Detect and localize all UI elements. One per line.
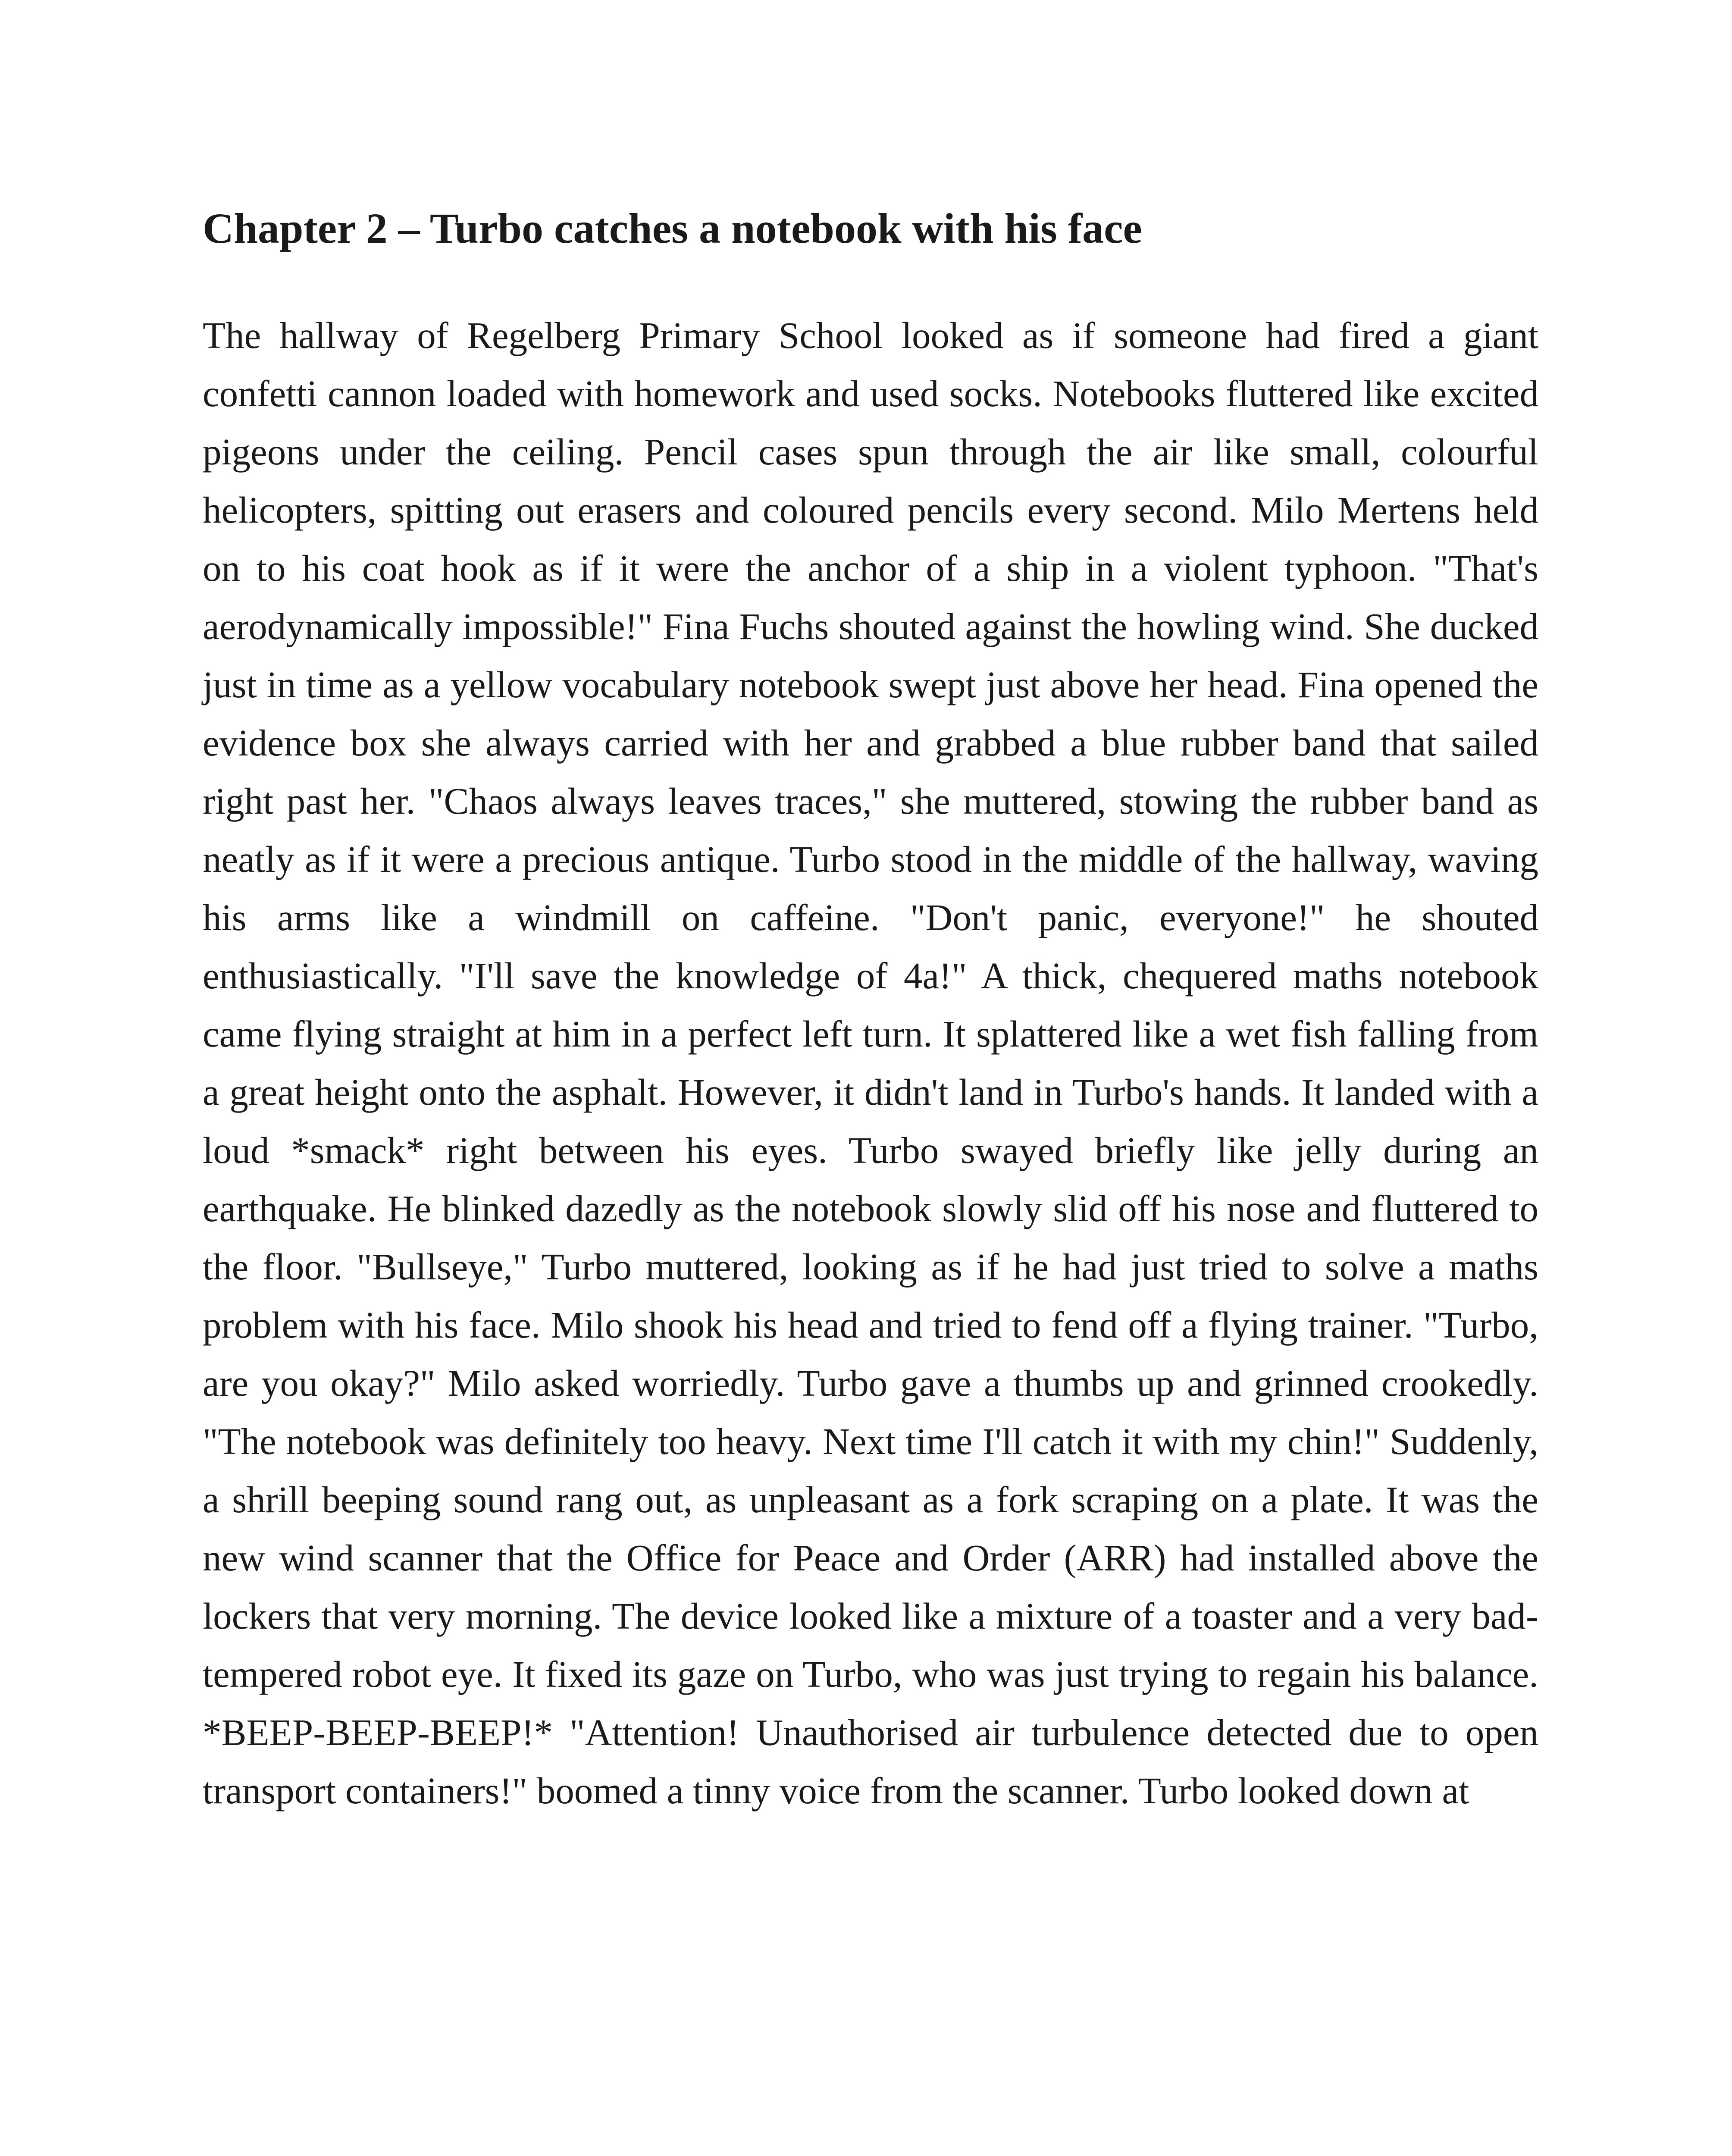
chapter-title: Chapter 2 – Turbo catches a notebook with his face (203, 204, 1142, 252)
page-content (203, 203, 1538, 1820)
body-paragraph: The hallway of Regelberg Primary School looked as if someone had fired a giant confetti cannon loaded with homework and used socks. Notebooks fluttered like excited pigeons under the ceiling. Pencil cases spun through the air like small, colourful helicopters, spitting out erasers and coloured pencils every second. Milo Mertens held on to his coat hook as if it were the anchor of a ship in a violent typhoon. "That's aerodynamically impossible!" Fina Fuchs shouted against the howling wind. She ducked just in time as a yellow vocabulary notebook swept just above her head. Fina opened the evidence box she always carried with her and grabbed a blue rubber band that sailed right past her. "Chaos always leaves traces," she muttered, stowing the rubber band as neatly as if it were a precious antique. Turbo stood in the middle of the hallway, waving his arms like a windmill on caffeine. "Don't panic, everyone!" he shouted enthusiastically. "I'll save the knowledge of 4a!" A thick, chequered maths notebook came flying straight at him in a perfect left turn. It splattered like a wet fish falling from a great height onto the asphalt. However, it didn't land in Turbo's hands. It landed with a loud *smack* right between his eyes. Turbo swayed briefly like jelly during an earthquake. He blinked dazedly as the notebook slowly slid off his nose and fluttered to the floor. "Bullseye," Turbo muttered, looking as if he had just tried to solve a maths problem with his face. Milo shook his head and tried to fend off a flying trainer. "Turbo, are you okay?" Milo asked worriedly. Turbo gave a thumbs up and grinned crookedly. "The notebook was definitely too heavy. Next time I'll catch it with my chin!" Suddenly, a shrill beeping sound rang out, as unpleasant as a fork scraping on a plate. It was the new wind scanner that the Office for Peace and Order (ARR) had installed above the lockers that very morning. The device looked like a mixture of a toaster and a very bad-tempered robot eye. It fixed its gaze on Turbo, who was just trying to regain his balance. *BEEP-BEEP-BEEP!* "Attention! Unauthorised air turbulence detected due to open transport containers!" boomed a tinny voice from the scanner. Turbo looked down at (203, 314, 1538, 1811)
